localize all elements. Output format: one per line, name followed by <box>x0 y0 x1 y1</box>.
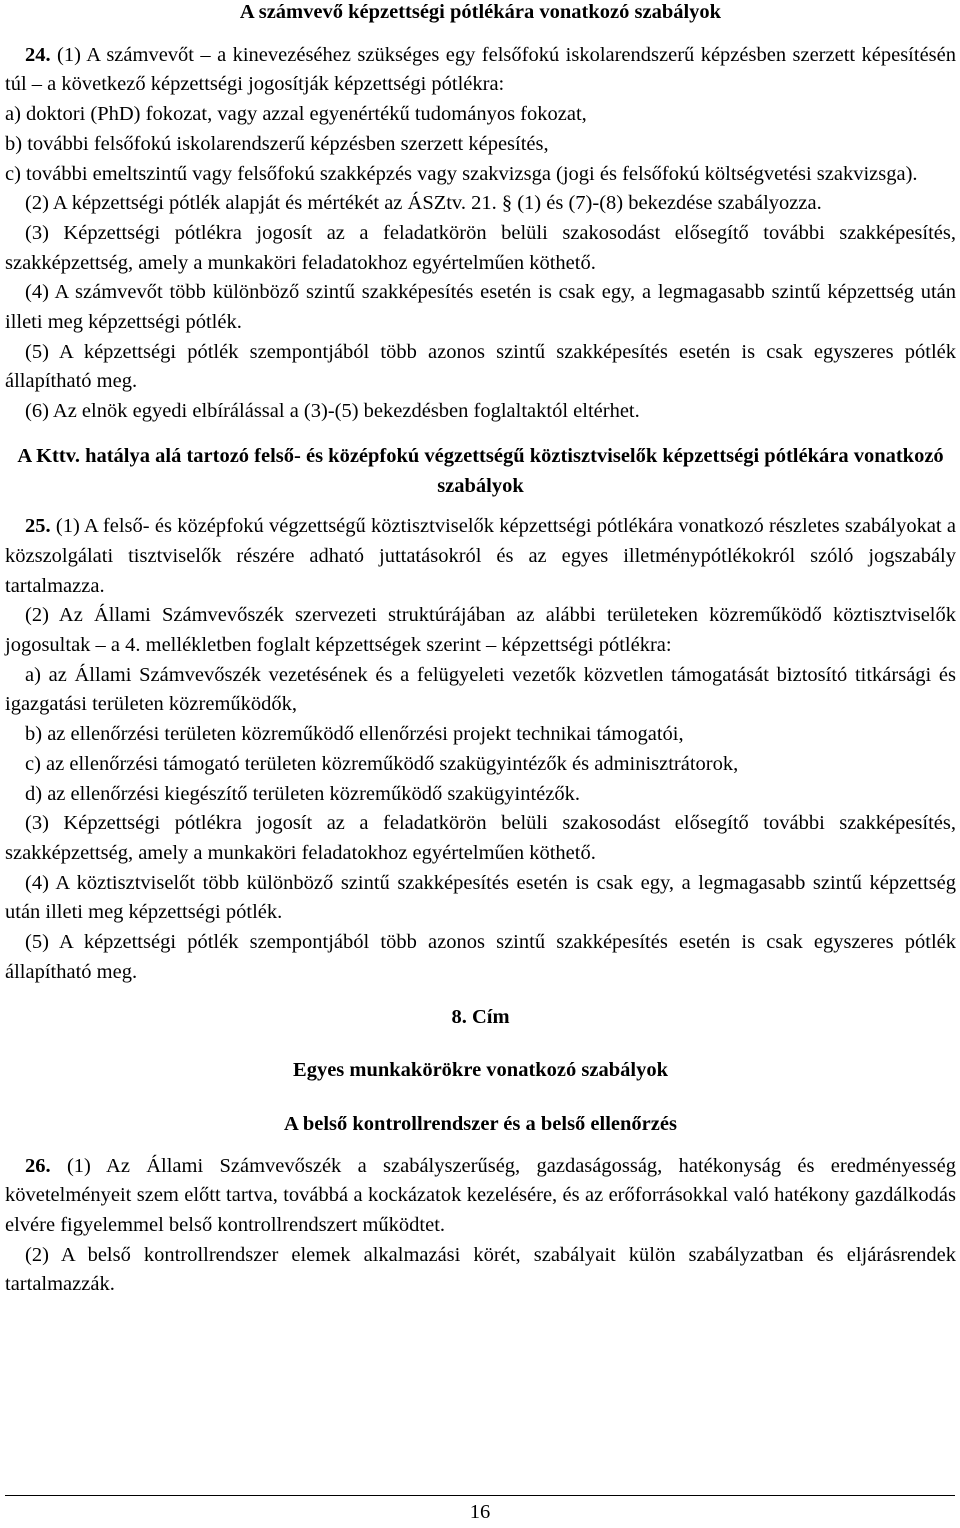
footer-divider <box>5 1495 955 1496</box>
paragraph-text: (1) A számvevőt – a kinevezéséhez szükséges egy felsőfokú iskolarendszerű képzésben szerzett képesítésén túl – a következő képzettségi jogosítják képzettségi pótlékra: <box>5 43 956 96</box>
paragraph-number: 24. <box>25 43 51 66</box>
list-item: a) doktori (PhD) fokozat, vagy azzal egyenértékű tudományos fokozat, <box>5 103 587 126</box>
list-item: c) az ellenőrzési támogató területen közreműködő szakügyintézők és adminisztrátorok, <box>25 752 739 775</box>
chapter-subtitle: Egyes munkakörökre vonatkozó szabályok <box>293 1059 668 1082</box>
list-item: b) további felsőfokú iskolarendszerű képzésben szerzett képesítés, <box>5 132 549 155</box>
section-heading: A számvevő képzettségi pótlékára vonatkozó szabályok <box>239 1 722 23</box>
paragraph-text: (1) A felső- és középfokú végzettségű köztisztviselők képzettségi pótlékára vonatkozó részletes szabályokat a közszolgálati tisztviselők részére adható juttatásokról és az egyes illetménypótlékokról szóló jogszabály tartalmazza. <box>5 515 956 597</box>
list-item: b) az ellenőrzési területen közreműködő ellenőrzési projekt technikai támogatói, <box>25 723 684 746</box>
paragraph-number: 25. <box>25 515 51 538</box>
paragraph: (2) A képzettségi pótlék alapját és mértékét az ÁSZtv. 21. § (1) és (7)-(8) bekezdése szabályozza. <box>25 192 822 215</box>
paragraph-25-1 <box>5 512 956 601</box>
paragraph: (5) A képzettségi pótlék szempontjából több azonos szintű szakképesítés esetén is csak egyszeres pótlék állapítható meg. <box>5 340 956 393</box>
paragraph-26-1 <box>5 1152 956 1241</box>
chapter-title: 8. Cím <box>451 1005 510 1028</box>
section-heading: A Kttv. hatálya alá tartozó felső- és középfokú végzettségű köztisztviselők képzettségi pótlékára vonatkozó szabályok <box>17 444 944 497</box>
list-item: a) az Állami Számvevőszék vezetésének és a felügyeleti vezetők közvetlen támogatását biztosító titkársági és igazgatási területen közreműködők, <box>5 663 956 716</box>
paragraph: (2) Az Állami Számvevőszék szervezeti struktúrájában az alábbi területeken közreműködő köztisztviselők jogosultak – a 4. mellékletben foglalt képzettségek szerint – képzettségi pótlékra: <box>5 604 956 657</box>
section-heading: A belső kontrollrendszer és a belső ellenőrzés <box>284 1112 677 1135</box>
paragraph: (4) A számvevőt több különböző szintű szakképesítés esetén is csak egy, a legmagasabb szintű képzettség után illeti meg képzettségi pótlék. <box>5 281 956 334</box>
paragraph-24-1 <box>5 41 956 100</box>
page-number: 16 <box>469 1501 491 1523</box>
paragraph-text: (1) Az Állami Számvevőszék a szabályszerűség, gazdaságosság, hatékonyság és eredményesség követelményeit szem előtt tartva, továbbá a kockázatok kezelésére, és az erőforrásokkal való hatékony gazdálkodás elvére figyelemmel belső kontrollrendszert működtet. <box>5 1154 956 1237</box>
paragraph-number: 26. <box>25 1154 51 1177</box>
paragraph: (2) A belső kontrollrendszer elemek alkalmazási körét, szabályait külön szabályzatban és eljárásrendek tartalmazzák. <box>5 1243 956 1296</box>
list-item: d) az ellenőrzési kiegészítő területen közreműködő szakügyintézők. <box>25 782 580 805</box>
paragraph: (3) Képzettségi pótlékra jogosít az a feladatkörön belüli szakosodást elősegítő további szakképesítés, szakképzettség, amely a munkaköri feladatokhoz egyértelműen köthető. <box>5 812 956 864</box>
paragraph: (6) Az elnök egyedi elbírálással a (3)-(5) bekezdésben foglaltaktól eltérhet. <box>25 400 640 423</box>
paragraph: (5) A képzettségi pótlék szempontjából több azonos szintű szakképesítés esetén is csak egyszeres pótlék állapítható meg. <box>5 931 956 983</box>
list-item: c) további emeltszintű vagy felsőfokú szakképzés vagy szakvizsga (jogi és felsőfokú költségvetési szakvizsga). <box>5 162 918 185</box>
paragraph: (4) A köztisztviselőt több különböző szintű szakképesítés esetén is csak egy, a legmagasabb szintű képzettség után illeti meg képzettségi pótlék. <box>5 871 956 924</box>
paragraph: (3) Képzettségi pótlékra jogosít az a feladatkörön belüli szakosodást elősegítő további szakképesítés, szakképzettség, amely a munkaköri feladatokhoz egyértelműen köthető. <box>5 221 956 274</box>
